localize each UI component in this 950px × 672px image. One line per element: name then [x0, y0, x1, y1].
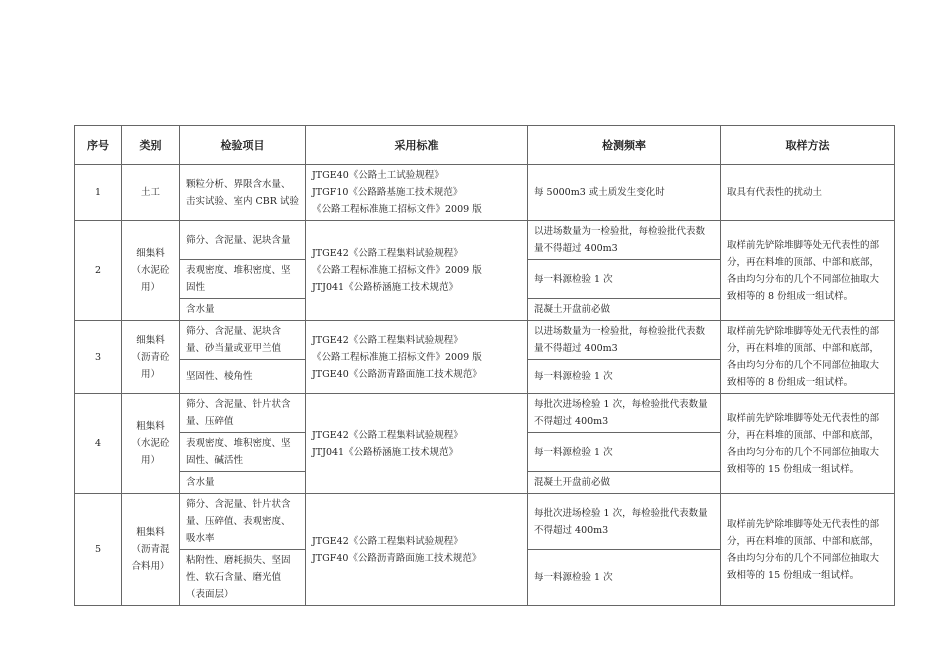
row-number: 3 [75, 321, 122, 394]
row-standards [306, 221, 528, 321]
standard-line: JTGE42《公路工程集料试验规程》 [312, 535, 463, 547]
header-category: 类别 [122, 126, 180, 165]
standard-line: JTGE42《公路工程集料试验规程》 [312, 429, 463, 441]
row-item: 筛分、含泥量、泥块含量 [180, 221, 306, 260]
row-frequency: 每一料源检验 1 次 [528, 260, 721, 299]
row-item: 筛分、含泥量、针片状含量、压碎值 [180, 394, 306, 433]
row-frequency: 以进场数量为一检验批，每检验批代表数量不得超过 400m3 [528, 321, 721, 360]
table-row [75, 321, 895, 360]
row-frequency: 每一料源检验 1 次 [528, 433, 721, 472]
row-category: 土工 [122, 165, 180, 221]
header-frequency: 检测频率 [528, 126, 721, 165]
row-item: 含水量 [180, 472, 306, 494]
row-category: 粗集料（水泥砼用） [122, 394, 180, 494]
row-method: 取样前先铲除堆脚等处无代表性的部分，再在料堆的顶部、中部和底部，各由均匀分布的几个不同部位抽取大致相等的 8 份组成一组试样。 [721, 321, 895, 394]
header-items: 检验项目 [180, 126, 306, 165]
row-item: 表观密度、堆积密度、坚固性、碱活性 [180, 433, 306, 472]
row-item: 粘附性、磨耗损失、坚固性、软石含量、磨光值（表面层） [180, 550, 306, 606]
inspection-table [74, 125, 895, 606]
header-row [75, 126, 895, 165]
table-row [75, 494, 895, 550]
table-row [75, 165, 895, 221]
row-method: 取样前先铲除堆脚等处无代表性的部分，再在料堆的顶部、中部和底部，各由均匀分布的几个不同部位抽取大致相等的 8 份组成一组试样。 [721, 221, 895, 321]
row-frequency: 混凝土开盘前必做 [528, 472, 721, 494]
row-item: 颗粒分析、界限含水量、击实试验、室内 CBR 试验 [180, 165, 306, 221]
row-item: 筛分、含泥量、泥块含量、砂当量或亚甲兰值 [180, 321, 306, 360]
header-method: 取样方法 [721, 126, 895, 165]
table-row [75, 394, 895, 433]
standard-line: JTGE40《公路土工试验规程》 [312, 170, 444, 181]
row-standards [306, 494, 528, 606]
row-number: 1 [75, 165, 122, 221]
standard-line: 《公路工程标准施工招标文件》2009 版 [312, 204, 482, 215]
header-standards: 采用标准 [306, 126, 528, 165]
row-item: 含水量 [180, 299, 306, 321]
row-method: 取具有代表性的扰动土 [721, 165, 895, 221]
standard-line: JTGE42《公路工程集料试验规程》 [312, 334, 463, 346]
row-standards [306, 321, 528, 394]
row-frequency: 每一料源检验 1 次 [528, 360, 721, 394]
standard-line: JTGE40《公路沥青路面施工技术规范》 [312, 368, 482, 380]
row-frequency: 以进场数量为一检验批，每检验批代表数量不得超过 400m3 [528, 221, 721, 260]
standard-line: JTGF40《公路沥青路面施工技术规范》 [312, 552, 482, 564]
row-method: 取样前先铲除堆脚等处无代表性的部分，再在料堆的顶部、中部和底部，各由均匀分布的几个不同部位抽取大致相等的 15 份组成一组试样。 [721, 394, 895, 494]
row-method: 取样前先铲除堆脚等处无代表性的部分，再在料堆的顶部、中部和底部，各由均匀分布的几个不同部位抽取大致相等的 15 份组成一组试样。 [721, 494, 895, 606]
row-category: 细集料（水泥砼用） [122, 221, 180, 321]
row-frequency: 每批次进场检验 1 次，每检验批代表数量不得超过 400m3 [528, 394, 721, 433]
standard-line: JTGE42《公路工程集料试验规程》 [312, 248, 463, 259]
standard-line: JTJ041《公路桥涵施工技术规范》 [312, 282, 459, 293]
table-row [75, 221, 895, 260]
standard-line: 《公路工程标准施工招标文件》2009 版 [312, 351, 482, 363]
row-standards [306, 394, 528, 494]
row-item: 坚固性、棱角性 [180, 360, 306, 394]
row-frequency: 每一料源检验 1 次 [528, 550, 721, 606]
standard-line: JTGF10《公路路基施工技术规范》 [312, 187, 463, 198]
row-number: 5 [75, 494, 122, 606]
row-number: 2 [75, 221, 122, 321]
row-frequency: 每 5000m3 或土质发生变化时 [528, 165, 721, 221]
standard-line: 《公路工程标准施工招标文件》2009 版 [312, 265, 482, 276]
row-category: 细集料（沥青砼用） [122, 321, 180, 394]
row-standards [306, 165, 528, 221]
row-frequency: 混凝土开盘前必做 [528, 299, 721, 321]
standard-line: JTJ041《公路桥涵施工技术规范》 [312, 446, 459, 458]
header-no: 序号 [75, 126, 122, 165]
row-item: 表观密度、堆积密度、坚固性 [180, 260, 306, 299]
row-frequency: 每批次进场检验 1 次，每检验批代表数量不得超过 400m3 [528, 494, 721, 550]
row-item: 筛分、含泥量、针片状含量、压碎值、表观密度、吸水率 [180, 494, 306, 550]
row-category: 粗集料（沥青混合料用） [122, 494, 180, 606]
row-number: 4 [75, 394, 122, 494]
